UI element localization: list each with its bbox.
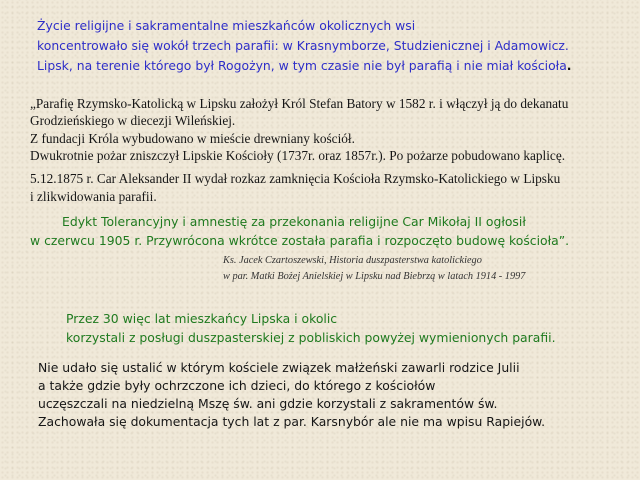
- quote-line-6: i zlikwidowania parafii.: [30, 189, 157, 204]
- conclusion-line-2: a także gdzie były ochrzczone ich dzieci, do którego z kościołów: [38, 378, 436, 393]
- citation-line-1: Ks. Jacek Czartoszewski, Historia duszpasterstwa katolickiego: [223, 255, 482, 266]
- quote-line-3: Z fundacji Króla wybudowano w mieście drewniany kościół.: [30, 131, 355, 146]
- residents-line-1: Przez 30 więc lat mieszkańcy Lipska i okolic: [66, 311, 338, 326]
- conclusion-line-1: Nie udało się ustalić w którym kościele związek małżeński zawarli rodzice Julii: [38, 360, 520, 375]
- residents-line-2: korzystali z posługi duszpasterskiej z pobliskich powyżej wymienionych parafii.: [66, 330, 556, 345]
- quote-line-1: „Parafię Rzymsko-Katolicką w Lipsku założył Król Stefan Batory w 1582 r. i włączył ją do dekanatu: [30, 96, 569, 111]
- quote-line-2: Grodzieńskiego w diecezji Wileńskiej.: [30, 113, 236, 128]
- intro-line-1: Życie religijne i sakramentalne mieszkańców okolicznych wsi: [37, 18, 416, 33]
- intro-line-3: [37, 58, 572, 73]
- intro-line-2: koncentrowało się wokół trzech parafii: w Krasnymborze, Studzienicznej i Adamowicz.: [37, 38, 569, 53]
- edict-line-1: Edykt Tolerancyjny i amnestię za przekonania religijne Car Mikołaj II ogłosił: [62, 214, 526, 229]
- citation-line-2: w par. Matki Bożej Anielskiej w Lipsku nad Biebrzą w latach 1914 - 1997: [223, 271, 526, 282]
- conclusion-line-3: uczęszczali na niedzielną Mszę św. ani gdzie korzystali z sakramentów św.: [38, 396, 498, 411]
- edict-line-2: w czerwcu 1905 r. Przywrócona wkrótce została parafia i rozpoczęto budowę kościoła”.: [30, 233, 570, 248]
- quote-line-5: 5.12.1875 r. Car Aleksander II wydał rozkaz zamknięcia Kościoła Rzymsko-Katolickiego w Lipsku: [30, 171, 561, 186]
- intro-line-3-period: .: [566, 58, 572, 73]
- quote-line-4: Dwukrotnie pożar zniszczył Lipskie Kościoły (1737r. oraz 1857r.). Po pożarze pobudowano kaplicę.: [30, 148, 566, 163]
- intro-line-3-text: Lipsk, na terenie którego był Rogożyn, w tym czasie nie był parafią i nie miał kościoła: [37, 58, 567, 73]
- conclusion-line-4: Zachowała się dokumentacja tych lat z par. Karsnybór ale nie ma wpisu Rapiejów.: [38, 414, 546, 429]
